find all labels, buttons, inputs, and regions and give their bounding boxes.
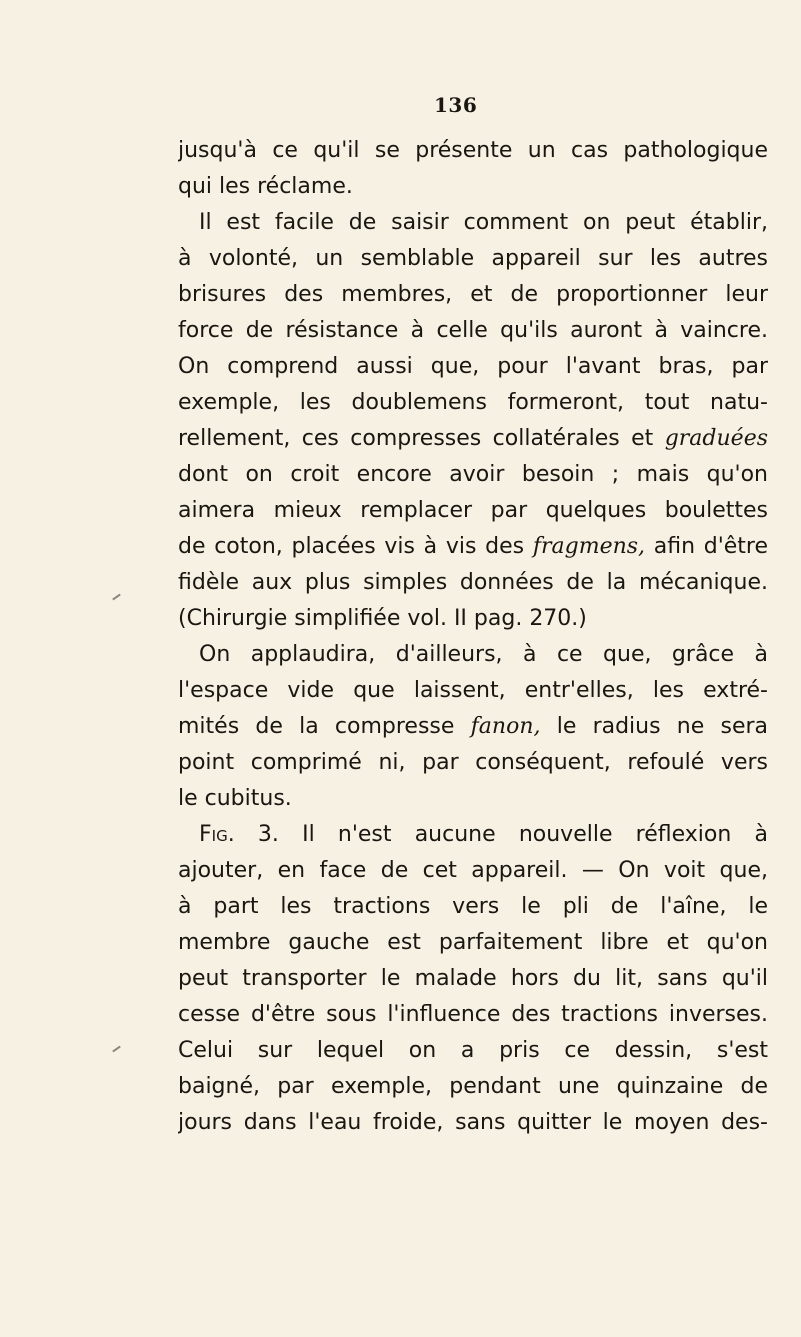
- text-span: afin d'être: [653, 534, 768, 559]
- paragraph-start-line: Il est facile de saisir comment on peut établir,: [199, 210, 768, 235]
- page-number: 136: [434, 93, 478, 117]
- text-span: de coton, placées vis à vis des: [178, 534, 525, 559]
- figure-label: Fig.: [199, 822, 235, 847]
- text-line: [178, 421, 768, 457]
- text-line: à volonté, un semblable appareil sur les autres: [178, 246, 768, 271]
- text-line: à part les tractions vers le pli de l'aîne, le: [178, 894, 768, 919]
- text-line: jours dans l'eau froide, sans quitter le moyen des-: [178, 1110, 768, 1135]
- text-span: le radius ne sera: [556, 714, 768, 739]
- text-line: (Chirurgie simplifiée vol. II pag. 270.): [178, 606, 587, 631]
- text-line: [178, 529, 768, 565]
- text-line: peut transporter le malade hors du lit, sans qu'il: [178, 966, 768, 991]
- text-line: exemple, les doublemens formeront, tout natu-: [178, 390, 768, 415]
- text-line: fidèle aux plus simples données de la mécanique.: [178, 570, 768, 595]
- italic-term: fanon,: [470, 714, 541, 739]
- body-text: [178, 133, 768, 1141]
- text-line: qui les réclame.: [178, 174, 353, 199]
- margin-mark: [112, 594, 121, 601]
- text-line: l'espace vide que laissent, entr'elles, les extré-: [178, 678, 768, 703]
- paragraph-start-line: [178, 817, 768, 853]
- text-line: brisures des membres, et de proportionner leur: [178, 282, 768, 307]
- text-line: jusqu'à ce qu'il se présente un cas pathologique: [178, 138, 768, 163]
- margin-mark: [112, 1046, 121, 1053]
- text-span: rellement, ces compresses collatérales et: [178, 426, 654, 451]
- text-line: aimera mieux remplacer par quelques boulettes: [178, 498, 768, 523]
- text-span: 3. Il n'est aucune nouvelle réflexion à: [257, 822, 768, 847]
- text-line: ajouter, en face de cet appareil. — On voit que,: [178, 858, 768, 883]
- text-line: [178, 709, 768, 745]
- text-line: le cubitus.: [178, 786, 292, 811]
- italic-term: fragmens,: [532, 534, 646, 559]
- text-line: cesse d'être sous l'influence des tractions inverses.: [178, 1002, 768, 1027]
- paragraph-start-line: On applaudira, d'ailleurs, à ce que, grâce à: [199, 642, 768, 667]
- text-line: point comprimé ni, par conséquent, refoulé vers: [178, 750, 768, 775]
- text-line: membre gauche est parfaitement libre et qu'on: [178, 930, 768, 955]
- text-line: force de résistance à celle qu'ils auront à vaincre.: [178, 318, 768, 343]
- text-line: On comprend aussi que, pour l'avant bras, par: [178, 354, 768, 379]
- text-line: baigné, par exemple, pendant une quinzaine de: [178, 1074, 768, 1099]
- text-span: mités de la compresse: [178, 714, 455, 739]
- text-line: Celui sur lequel on a pris ce dessin, s'est: [178, 1038, 768, 1063]
- italic-term: graduées: [664, 426, 768, 451]
- text-line: dont on croit encore avoir besoin ; mais qu'on: [178, 462, 768, 487]
